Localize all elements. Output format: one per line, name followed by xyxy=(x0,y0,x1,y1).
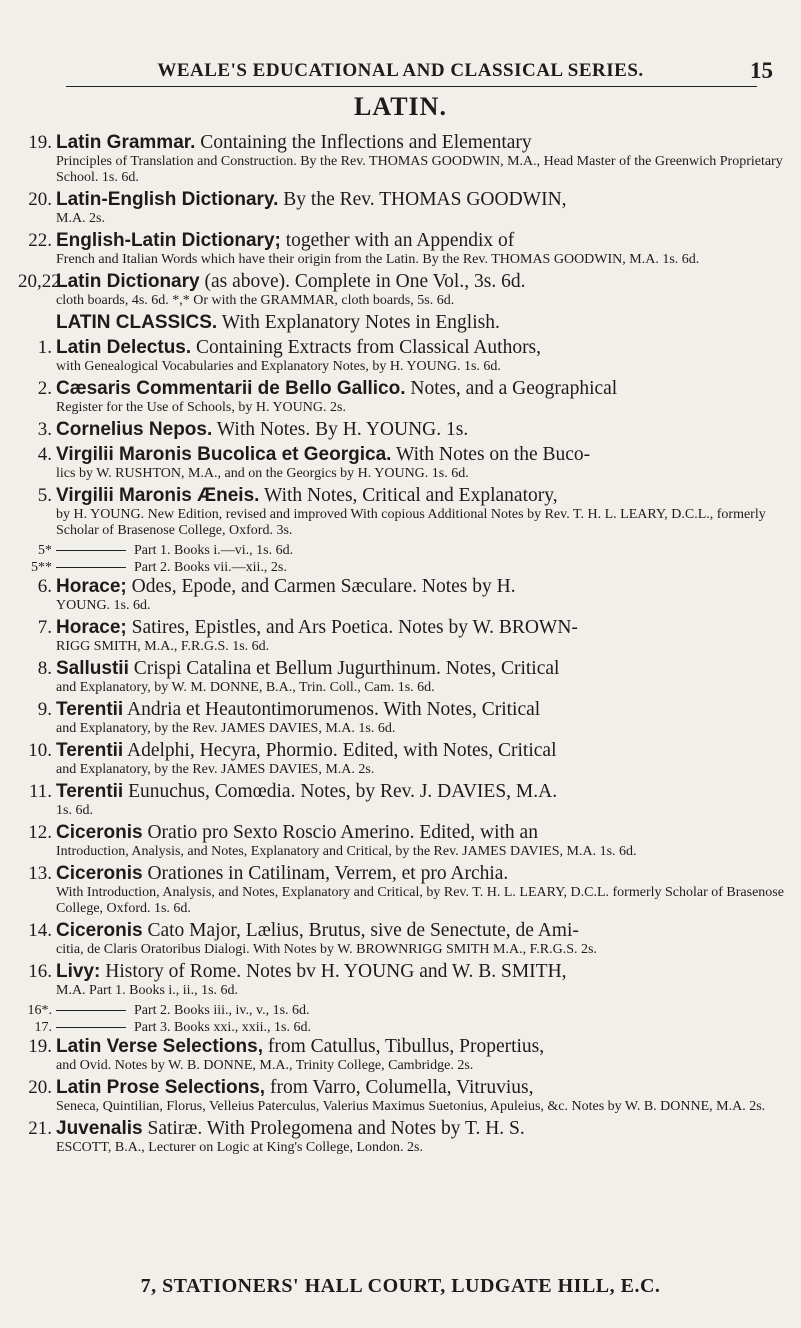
entry-number: 3. xyxy=(37,419,52,440)
catalogue-entry xyxy=(18,1036,790,1074)
entry-description: and Explanatory, by W. M. DONNE, B.A., Trin. Coll., Cam. 1s. 6d. xyxy=(56,680,435,695)
entry-description: YOUNG. 1s. 6d. xyxy=(56,598,151,613)
entry-number: 19. xyxy=(28,1036,52,1057)
entry-lead: Satiræ. With Prolegomena and Notes by T. H. S. xyxy=(147,1118,525,1139)
catalogue-entry xyxy=(18,419,790,441)
entry-description: with Genealogical Vocabularies and Explanatory Notes, by H. YOUNG. 1s. 6d. xyxy=(56,359,501,374)
entry-description: lics by W. RUSHTON, M.A., and on the Georgics by H. YOUNG. 1s. 6d. xyxy=(56,466,469,481)
part-number: 5** xyxy=(31,560,52,575)
entry-lead: Notes, and a Geographical xyxy=(410,378,618,399)
part-text: Part 2. Books vii.—xii., 2s. xyxy=(134,560,287,575)
catalogue-entry xyxy=(18,189,790,227)
entry-number: 4. xyxy=(37,444,52,465)
entry-description: Introduction, Analysis, and Notes, Explanatory and Critical, by the Rev. JAMES DAVIES, M.A. 1s. 6d. xyxy=(56,844,637,859)
entry-title: Terentii xyxy=(56,699,124,720)
entry-number: 19. xyxy=(28,132,52,153)
entry-title: Terentii xyxy=(56,740,124,761)
part-entry xyxy=(18,559,790,576)
entry-title: Sallustii xyxy=(56,658,129,679)
catalogue-entry xyxy=(18,337,790,375)
entry-title: Livy: xyxy=(56,961,101,982)
entry-title: Horace; xyxy=(56,617,127,638)
part-entry xyxy=(18,1002,790,1019)
entry-number: 11. xyxy=(28,781,52,802)
entry-description: With Introduction, Analysis, and Notes, Explanatory and Critical, by Rev. T. H. L. LEARY, D.C.L. formerly Scholar of Brasenose College, Oxford. 1s. 6d. xyxy=(56,885,784,916)
entry-title: Ciceronis xyxy=(56,822,143,843)
part-number: 16*. xyxy=(27,1003,52,1018)
ditto-rule xyxy=(56,1010,126,1011)
entry-number: 20. xyxy=(28,189,52,210)
entry-lead: Andria et Heautontimorumenos. With Notes, Critical xyxy=(127,699,541,720)
entry-title: Virgilii Maronis Æneis. xyxy=(56,485,260,506)
entry-number: 9. xyxy=(37,699,52,720)
entry-title: Horace; xyxy=(56,576,127,597)
entry-lead: from Varro, Columella, Vitruvius, xyxy=(269,1077,534,1098)
entry-number: 16. xyxy=(28,961,52,982)
entry-lead: Containing Extracts from Classical Authors, xyxy=(196,337,542,358)
part-number: 17. xyxy=(34,1020,52,1035)
catalogue-entry xyxy=(18,444,790,482)
entry-lead: Oratio pro Sexto Roscio Amerino. Edited, with an xyxy=(147,822,538,843)
entries xyxy=(18,132,790,1159)
entry-lead: Cato Major, Lælius, Brutus, sive de Senectute, de Ami- xyxy=(147,920,579,941)
catalogue-entry xyxy=(18,822,790,860)
header-rule xyxy=(66,86,757,87)
footer-address: 7, STATIONERS' HALL COURT, LUDGATE HILL, E.C. xyxy=(140,1275,661,1297)
catalogue-entry xyxy=(18,1077,790,1115)
entry-title: English-Latin Dictionary; xyxy=(56,230,281,251)
entry-number: 6. xyxy=(37,576,52,597)
catalogue-entry xyxy=(18,781,790,819)
catalogue-entry xyxy=(18,699,790,737)
catalogue-entry xyxy=(18,132,790,186)
entry-description: and Ovid. Notes by W. B. DONNE, M.A., Trinity College, Cambridge. 2s. xyxy=(56,1058,474,1073)
catalogue-entry xyxy=(18,1118,790,1156)
entry-description: Principles of Translation and Construction. By the Rev. THOMAS GOODWIN, M.A., Head Master of the Greenwich Proprietary School. 1s. 6d. xyxy=(56,154,783,185)
ditto-rule xyxy=(56,1027,126,1028)
entry-lead: Adelphi, Hecyra, Phormio. Edited, with Notes, Critical xyxy=(127,740,557,761)
entry-lead: together with an Appendix of xyxy=(285,230,515,251)
catalogue-entry xyxy=(18,230,790,268)
classics-heading-text: With Explanatory Notes in English. xyxy=(221,312,500,333)
entry-lead: Orationes in Catilinam, Verrem, et pro Archia. xyxy=(147,863,509,884)
entry-title: Latin-English Dictionary. xyxy=(56,189,279,210)
catalogue-entry xyxy=(18,920,790,958)
running-head: WEALE'S EDUCATIONAL AND CLASSICAL SERIES. xyxy=(157,60,644,81)
entry-title: Latin Verse Selections, xyxy=(56,1036,263,1057)
entry-title: Latin Prose Selections, xyxy=(56,1077,266,1098)
entry-lead: With Notes, Critical and Explanatory, xyxy=(263,485,558,506)
entry-lead: History of Rome. Notes bv H. YOUNG and W. B. SMITH, xyxy=(105,961,567,982)
part-text: Part 3. Books xxi., xxii., 1s. 6d. xyxy=(134,1020,311,1035)
catalogue-entry xyxy=(18,378,790,416)
catalogue-entry xyxy=(18,485,790,539)
entry-title: Latin Grammar. xyxy=(56,132,196,153)
entry-description: M.A. Part 1. Books i., ii., 1s. 6d. xyxy=(56,983,239,998)
entry-lead: Odes, Epode, and Carmen Sæculare. Notes by H. xyxy=(131,576,516,597)
entry-number: 5. xyxy=(37,485,52,506)
entry-lead: By the Rev. THOMAS GOODWIN, xyxy=(283,189,567,210)
entry-lead: Eunuchus, Comœdia. Notes, by Rev. J. DAVIES, M.A. xyxy=(128,781,558,802)
entry-description: RIGG SMITH, M.A., F.R.G.S. 1s. 6d. xyxy=(56,639,270,654)
entry-title: Ciceronis xyxy=(56,920,143,941)
catalogue-entry xyxy=(18,617,790,655)
entry-lead: Satires, Epistles, and Ars Poetica. Notes by W. BROWN- xyxy=(131,617,578,638)
entry-title: Cornelius Nepos. xyxy=(56,419,213,440)
part-text: Part 2. Books iii., iv., v., 1s. 6d. xyxy=(134,1003,310,1018)
entry-title: Latin Dictionary xyxy=(56,271,200,292)
entry-lead: Crispi Catalina et Bellum Jugurthinum. Notes, Critical xyxy=(133,658,560,679)
ditto-rule xyxy=(56,567,126,568)
catalogue-entry xyxy=(18,961,790,999)
catalogue-entry xyxy=(18,863,790,917)
entry-lead: Containing the Inflections and Elementary xyxy=(200,132,532,153)
entry-title: Cæsaris Commentarii de Bello Gallico. xyxy=(56,378,406,399)
part-entry xyxy=(18,542,790,559)
entry-description: 1s. 6d. xyxy=(56,803,93,818)
entry-number: 20,22. xyxy=(18,271,66,292)
entry-number: 14. xyxy=(28,920,52,941)
entry-number: 10. xyxy=(28,740,52,761)
entry-description: ESCOTT, B.A., Lecturer on Logic at King's College, London. 2s. xyxy=(56,1140,423,1155)
catalogue-entry xyxy=(18,271,790,309)
section-title: LATIN. xyxy=(354,92,447,121)
page-number: 15 xyxy=(750,58,773,83)
part-number: 5* xyxy=(38,543,52,558)
entry-number: 7. xyxy=(37,617,52,638)
entry-description: and Explanatory, by the Rev. JAMES DAVIES, M.A. 1s. 6d. xyxy=(56,721,396,736)
classics-heading xyxy=(18,312,790,334)
entry-description: M.A. 2s. xyxy=(56,211,106,226)
entry-number: 22. xyxy=(28,230,52,251)
entry-number: 13. xyxy=(28,863,52,884)
entry-description: citia, de Claris Oratoribus Dialogi. With Notes by W. BROWNRIGG SMITH M.A., F.R.G.S. 2s. xyxy=(56,942,597,957)
classics-heading-title: LATIN CLASSICS. xyxy=(56,312,218,333)
entry-description: cloth boards, 4s. 6d. *,* Or with the GRAMMAR, cloth boards, 5s. 6d. xyxy=(56,293,455,308)
entry-description: and Explanatory, by the Rev. JAMES DAVIES, M.A. 2s. xyxy=(56,762,375,777)
part-entry xyxy=(18,1019,790,1036)
entry-description: French and Italian Words which have their origin from the Latin. By the Rev. THOMAS GOODWIN, M.A. 1s. 6d. xyxy=(56,252,700,267)
catalogue-entry xyxy=(18,576,790,614)
entry-number: 8. xyxy=(37,658,52,679)
entry-title: Terentii xyxy=(56,781,124,802)
entry-title: Juvenalis xyxy=(56,1118,143,1139)
entry-number: 2. xyxy=(37,378,52,399)
entry-title: Virgilii Maronis Bucolica et Georgica. xyxy=(56,444,392,465)
part-text: Part 1. Books i.—vi., 1s. 6d. xyxy=(134,543,294,558)
entry-number: 21. xyxy=(28,1118,52,1139)
entry-description: Seneca, Quintilian, Florus, Velleius Paterculus, Valerius Maximus Suetonius, Apuleius, &c. Notes by W. B. DONNE, M.A. 2s. xyxy=(56,1099,766,1114)
entry-lead: With Notes. By H. YOUNG. 1s. xyxy=(216,419,469,440)
entry-title: Ciceronis xyxy=(56,863,143,884)
entry-lead: With Notes on the Buco- xyxy=(395,444,591,465)
entry-title: Latin Delectus. xyxy=(56,337,192,358)
entry-description: Register for the Use of Schools, by H. YOUNG. 2s. xyxy=(56,400,346,415)
entry-number: 12. xyxy=(28,822,52,843)
entry-lead: (as above). Complete in One Vol., 3s. 6d. xyxy=(204,271,526,292)
catalogue-entry xyxy=(18,740,790,778)
catalogue-entry xyxy=(18,658,790,696)
entry-number: 20. xyxy=(28,1077,52,1098)
entry-number: 1. xyxy=(37,337,52,358)
entry-description: by H. YOUNG. New Edition, revised and improved With copious Additional Notes by Rev. T. H. L. LEARY, D.C.L., formerly Scholar of Brasenose College, Oxford. 3s. xyxy=(56,507,766,538)
ditto-rule xyxy=(56,550,126,551)
entry-lead: from Catullus, Tibullus, Propertius, xyxy=(267,1036,545,1057)
